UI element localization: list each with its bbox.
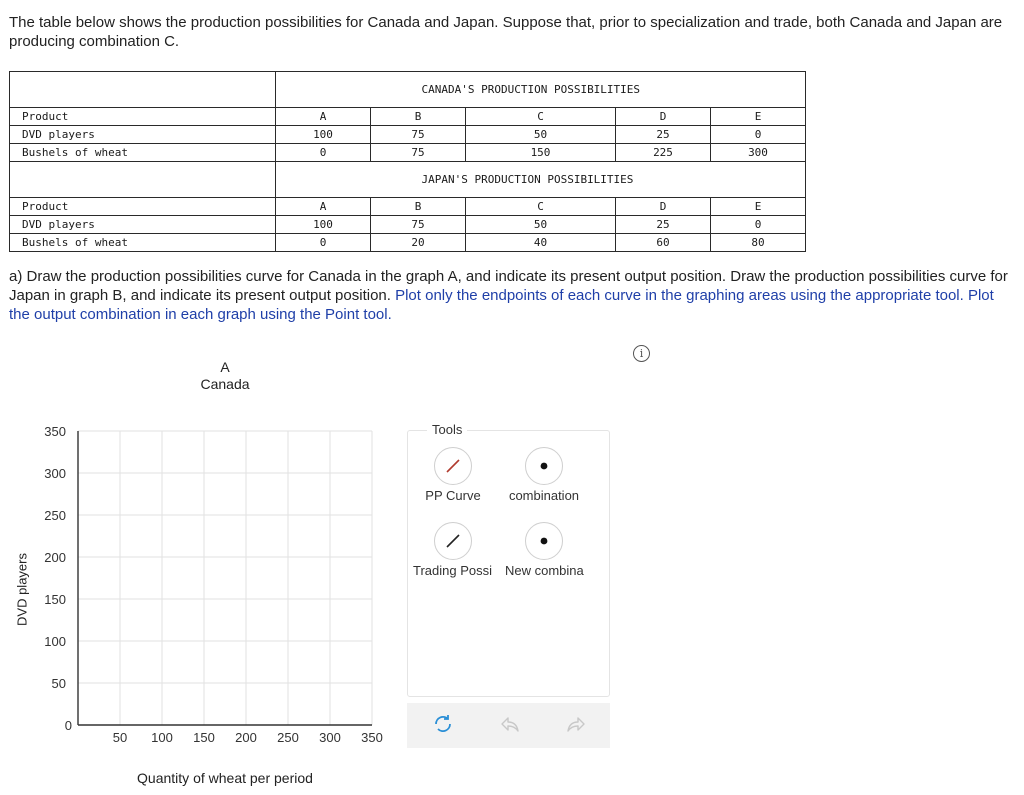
trading-possibilities-tool-button[interactable]	[434, 522, 472, 560]
japan-wheat-row: Bushels of wheat 0 20 40 60 80	[10, 234, 806, 252]
redo-icon[interactable]	[564, 712, 588, 736]
tool-label-trading-possibilities: Trading Possi	[413, 563, 492, 578]
y-tick-label: 200	[44, 550, 66, 565]
canada-dvd-row: DVD players 100 75 50 25 0	[10, 126, 806, 144]
canada-heading: CANADA'S PRODUCTION POSSIBILITIES	[466, 72, 616, 108]
y-tick-label: 100	[44, 634, 66, 649]
canada-wheat-row: Bushels of wheat 0 75 150 225 300	[10, 144, 806, 162]
row-label-product: Product	[10, 108, 276, 126]
pp-curve-tool-button[interactable]	[434, 447, 472, 485]
tools-title: Tools	[427, 422, 467, 437]
y-axis-label: DVD players	[14, 553, 30, 626]
point-tool-icon	[535, 457, 553, 475]
reset-icon[interactable]	[431, 712, 455, 736]
row-label-wheat: Bushels of wheat	[10, 144, 276, 162]
line-tool-icon	[444, 532, 462, 550]
y-tick-label: 50	[51, 676, 66, 691]
x-tick-label: 200	[235, 730, 257, 745]
intro-text: The table below shows the production possibilities for Canada and Japan. Suppose that, prior to specialization and trade, both Canada and Japan are producing combination C.	[9, 14, 1003, 50]
info-icon[interactable]: i	[633, 345, 650, 362]
y-tick-label: 250	[44, 508, 66, 523]
japan-dvd-row: DVD players 100 75 50 25 0	[10, 216, 806, 234]
new-combination-tool-button[interactable]	[525, 522, 563, 560]
y-tick-label: 0	[64, 718, 72, 733]
x-tick-label: 300	[319, 730, 341, 745]
japan-heading: JAPAN'S PRODUCTION POSSIBILITIES	[466, 162, 616, 198]
x-tick-label: 350	[361, 730, 383, 745]
line-tool-icon	[444, 457, 462, 475]
point-tool-icon	[535, 532, 553, 550]
part-a-instruction: Plot only the endpoints of each curve in the graphing areas using the appropriate tool. Plot the output combination in each graph using the Point tool.	[9, 287, 994, 323]
x-tick-label: 50	[112, 730, 128, 745]
graph-canvas[interactable]	[0, 0, 400, 795]
x-tick-label: 100	[151, 730, 173, 745]
tool-label-pp-curve: PP Curve	[425, 488, 481, 503]
x-tick-label: 250	[277, 730, 299, 745]
y-tick-label: 350	[44, 424, 66, 439]
combination-tool-button[interactable]	[525, 447, 563, 485]
tool-label-combination: combination	[508, 488, 580, 503]
graph-letter: A	[220, 359, 230, 375]
tool-label-new-combination: New combina	[505, 563, 584, 578]
actions-bar	[407, 703, 610, 748]
undo-icon[interactable]	[498, 712, 522, 736]
row-label-dvd: DVD players	[10, 126, 276, 144]
graph-country: Canada	[200, 376, 250, 392]
y-tick-label: 300	[44, 466, 66, 481]
y-tick-label: 150	[44, 592, 66, 607]
part-a-question: a) Draw the production possibilities curve for Canada in the graph A, and indicate its present output position. Draw the production possibilities curve for Japan in graph B, and indicate its present output position. Plot only the endpoints of each curve in the graphing areas using the appropriate tool. Plot the output combination in each graph using the Point tool.	[9, 268, 1008, 323]
japan-columns-row: Product A B C D E	[10, 198, 806, 216]
x-axis-label: Quantity of wheat per period	[137, 770, 313, 786]
canada-columns-row: Product A B C D E	[10, 108, 806, 126]
x-tick-label: 150	[193, 730, 215, 745]
